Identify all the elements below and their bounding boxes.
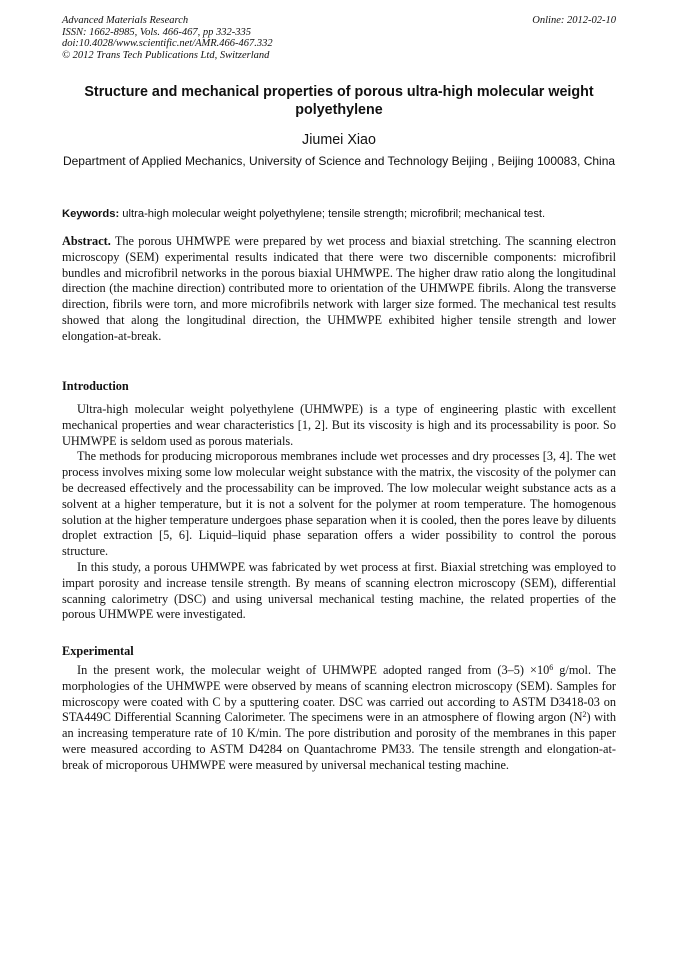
keywords-label: Keywords: xyxy=(62,208,120,220)
journal-name: Advanced Materials Research xyxy=(62,15,189,26)
author-affiliation: Department of Applied Mechanics, University of Science and Technology Beijing , Beijing 100083, China xyxy=(62,154,616,168)
author-name: Jiumei Xiao xyxy=(302,132,376,148)
abstract-text: The porous UHMWPE were prepared by wet process and biaxial stretching. The scanning electron microscopy (SEM) experimental results indicated that there were two discernible components: microfibril bundles and microfibril networks in the porous biaxial UHMWPE. The higher draw ratio along the longitudinal direction (the machine direction) contributed more to orientation of the UHMWPE fibrils. Along the transverse direction, fibrils were torn, and more microfibrils network with larger size formed. The mechanical test results showed that along the longitudinal direction, the UHMWPE exhibited higher tensile strength and lower elongation-at-break. xyxy=(62,234,616,343)
nitrogen-superscript: 2 xyxy=(582,710,587,720)
abstract-block xyxy=(62,234,616,345)
experimental-text-a: In the present work, the molecular weight of UHMWPE adopted ranged from (3–5) ×10 xyxy=(77,663,550,677)
doi-line: doi:10.4028/www.scientific.net/AMR.466-467.332 xyxy=(62,38,273,49)
keywords-text: ultra-high molecular weight polyethylene; tensile strength; microfibril; mechanical test. xyxy=(119,208,546,220)
experimental-heading: Experimental xyxy=(62,644,134,658)
keywords-block xyxy=(62,207,616,221)
online-date: Online: 2012-02-10 xyxy=(532,15,616,26)
abstract-label: Abstract. xyxy=(62,234,111,248)
experimental-body xyxy=(62,663,616,774)
introduction-body xyxy=(62,402,616,623)
experimental-paragraph xyxy=(62,663,616,774)
introduction-paragraph: In this study, a porous UHMWPE was fabricated by wet process at first. Biaxial stretching was employed to impart porosity and increase tensile strength. By means of scanning electron microscopy (SEM), differential scanning calorimetry (DSC) and using universal mechanical testing machine, the related properties of the porous UHMWPE were investigated. xyxy=(62,559,616,622)
issn-line: ISSN: 1662-8985, Vols. 466-467, pp 332-335 xyxy=(62,26,251,38)
experimental-text-b: g/mol. The morphologies of the UHMWPE were observed by means of scanning electron microscopy (SEM). Samples for microscopy were coated with C by a sputtering coater. DSC was carried out according to ASTM D3418-03 on STA449C Differential Scanning Calorimeter. The specimens were in an atmosphere of flowing argon (N xyxy=(62,663,616,725)
copyright-line: © 2012 Trans Tech Publications Ltd, Switzerland xyxy=(62,49,270,61)
running-header xyxy=(62,15,616,61)
paper-title: Structure and mechanical properties of porous ultra-high molecular weight polyethylene xyxy=(84,84,594,118)
introduction-heading: Introduction xyxy=(62,379,129,393)
experimental-text-c: ) with an increasing temperature rate of 10 K/min. The pore distribution and porosity of the membranes in this paper were measured according to ASTM D4284 on Quantachrome PM33. The tensile strength and elongation-at-break of microporous UHMWPE were measured by universal mechanical testing machine. xyxy=(62,710,616,772)
exponent-superscript: 6 xyxy=(549,663,554,672)
introduction-paragraph: Ultra-high molecular weight polyethylene (UHMWPE) is a type of engineering plastic with excellent mechanical properties and wear characteristics [1, 2]. But its viscosity is high and its processability is poor. So UHMWPE is seldom used as porous materials. xyxy=(62,402,616,448)
introduction-paragraph: The methods for producing microporous membranes include wet processes and dry processes [3, 4]. The wet process involves mixing some low molecular weight substance with the matrix, the viscosity of the polymer can be decreased effectively and the processability can be improved. The low molecular weight substance acts as a solvent at a higher temperature, but it is not a solvent for the polymer at room temperature. The homogenous solution at the higher temperature undergoes phase separation when it is cooled, then the pores leave by diluents droplet extraction [5, 6]. Liquid–liquid phase separation offers a wider possibility to control the porous structure. xyxy=(62,449,616,559)
